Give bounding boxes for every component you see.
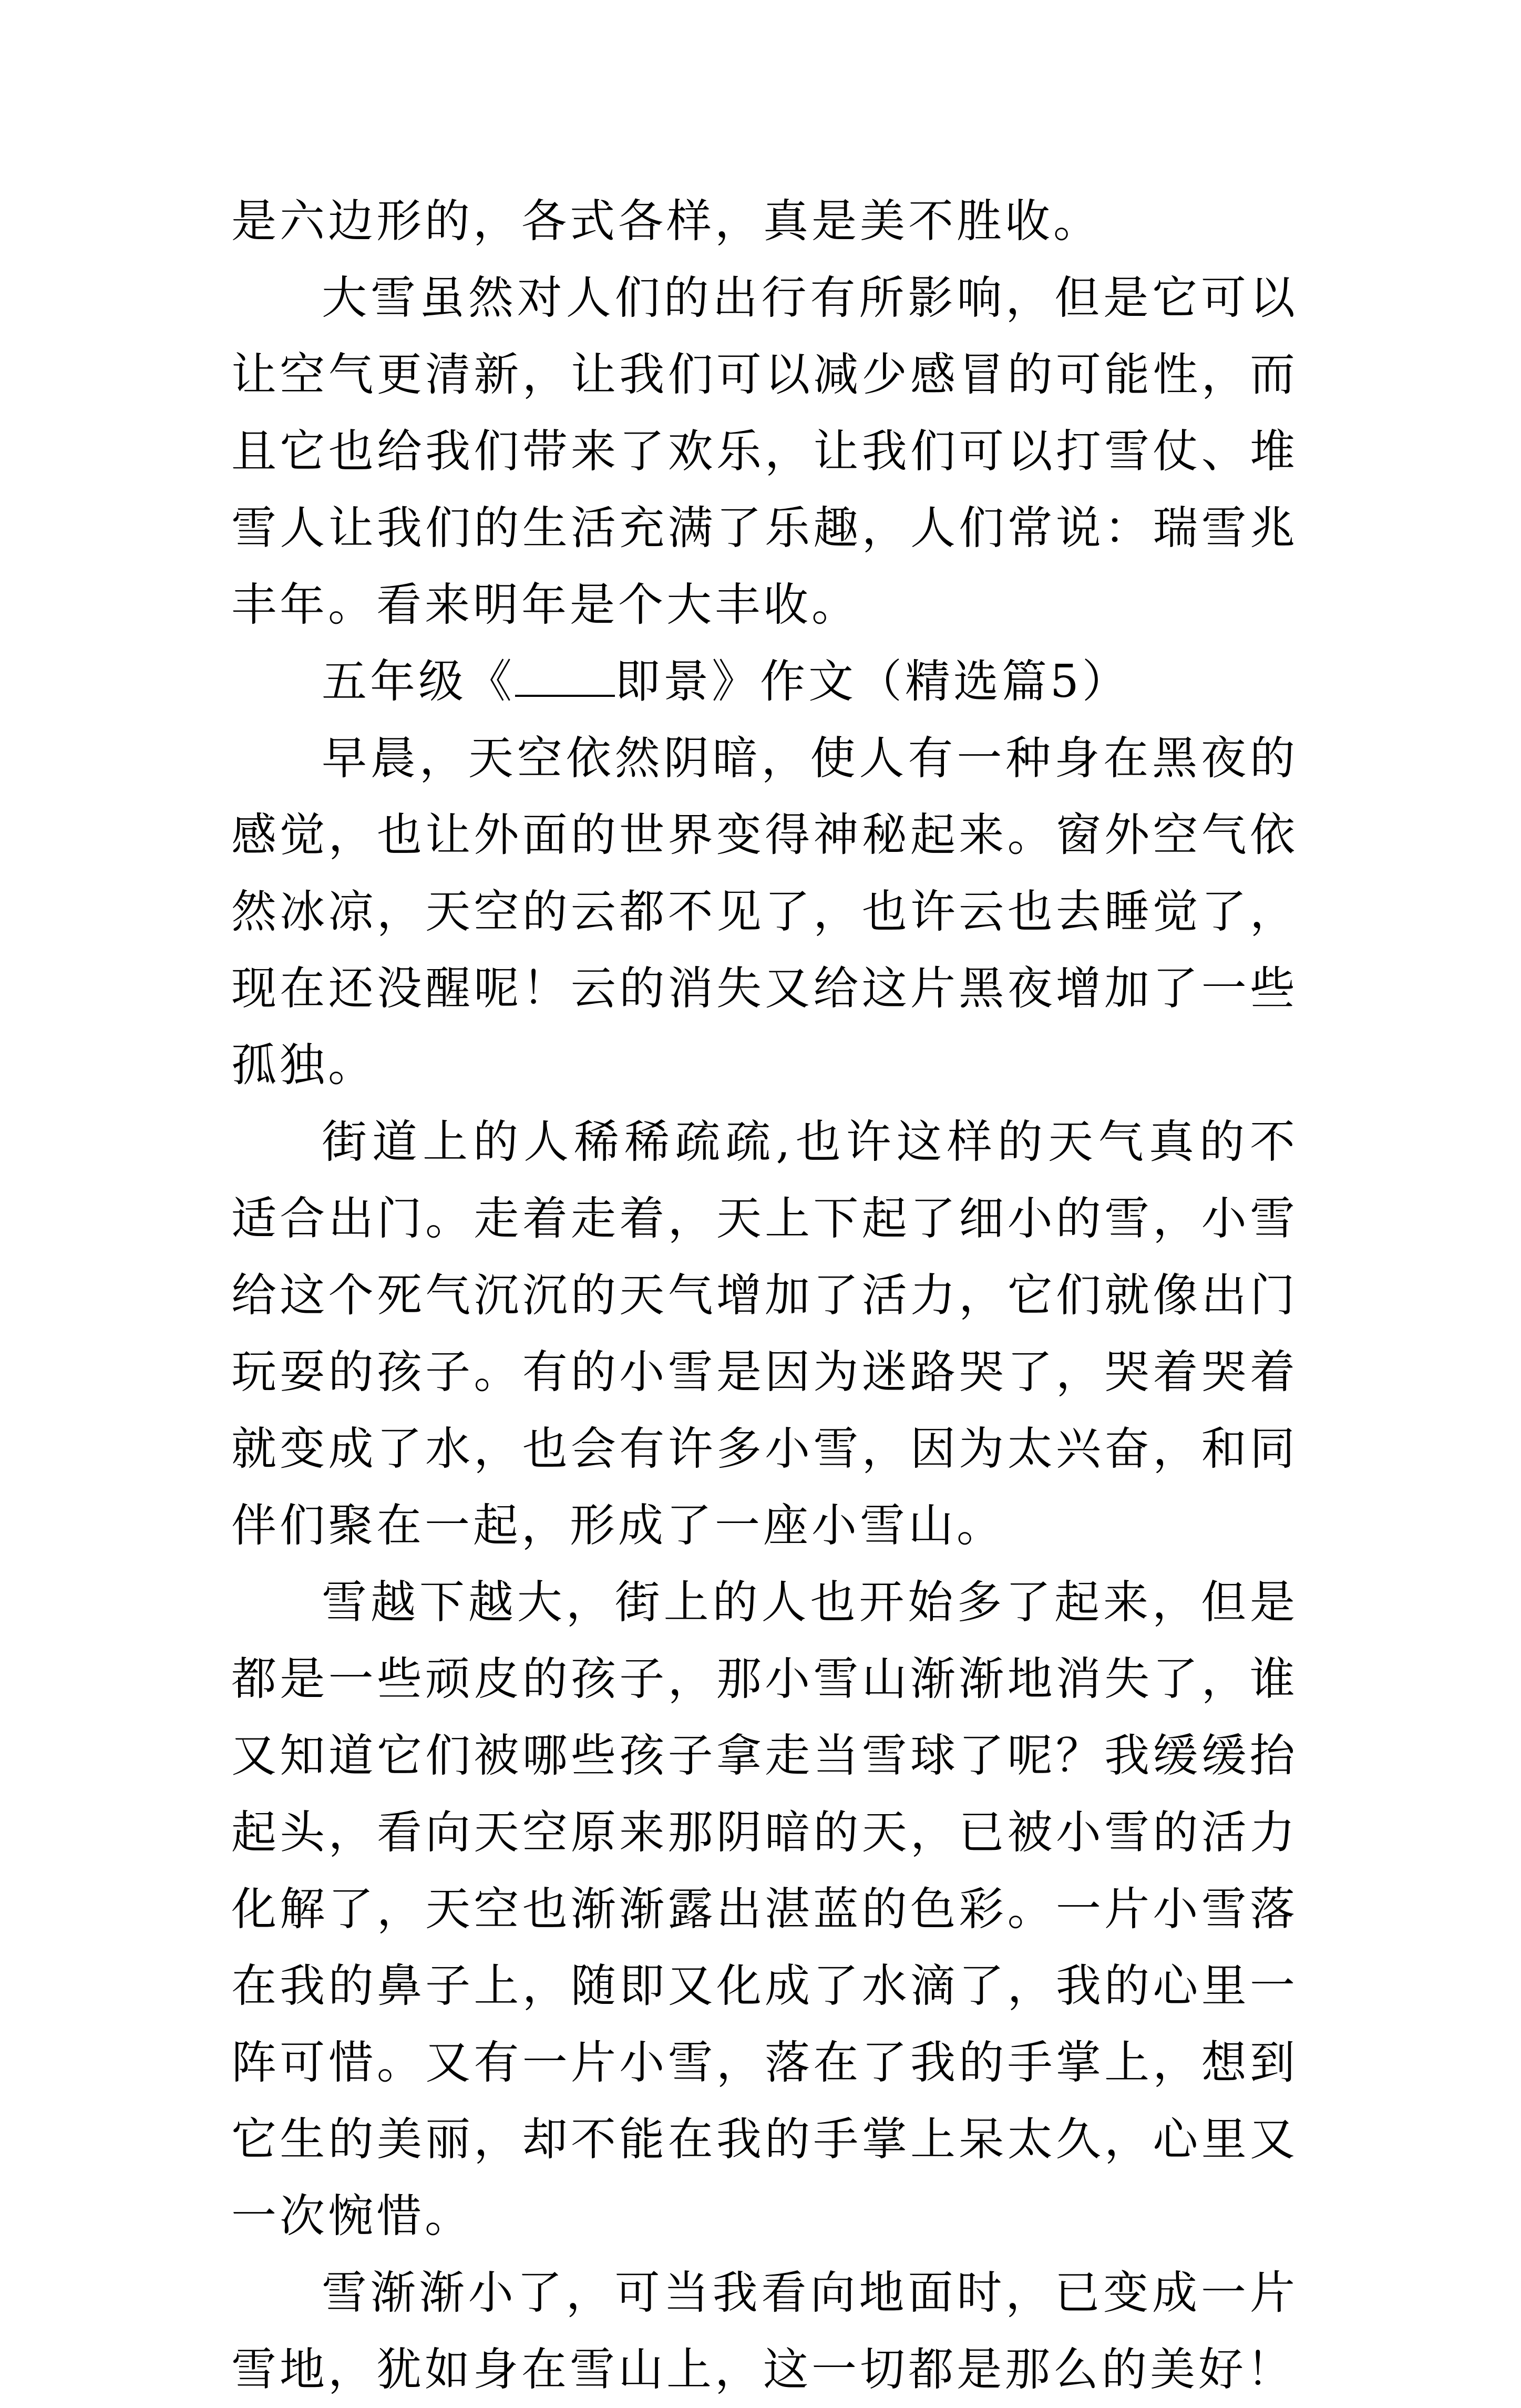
heading-blank-line	[515, 658, 615, 697]
paragraph-ending: 雪渐渐小了，可当我看向地面时，已变成一片雪地，犹如身在雪山上，这一切都是那么的美好！	[231, 2267, 1298, 2396]
paragraph-heavy-snow: 雪越下越大，街上的人也开始多了起来，但是都是一些顽皮的孩子，那小雪山渐渐地消失了，谁又知道它们被哪些孩子拿走当雪球了呢？我缓缓抬起头，看向天空原来那阴暗的天，已被小雪的活力化解了，天空也渐渐露出湛蓝的色彩。一片小雪落在我的鼻子上，随即又化成了水滴了，我的心里一阵可惜。又有一片小雪，落在了我的手掌上，想到它生的美丽，却不能在我的手掌上呆太久，心里又一次惋惜。	[231, 1576, 1298, 2242]
paragraph-morning: 早晨，天空依然阴暗，使人有一种身在黑夜的感觉，也让外面的世界变得神秘起来。窗外空气依然冰凉，天空的云都不见了，也许云也去睡觉了，现在还没醒呢！云的消失又给这片黑夜增加了一些孤独。	[231, 732, 1298, 1092]
document-body	[231, 183, 1298, 2408]
heading-suffix: 即景》作文（精选篇5）	[615, 655, 1131, 708]
essay-heading	[231, 643, 1298, 720]
paragraph-continued: 是六边形的，各式各样，真是美不胜收。	[231, 195, 1102, 248]
paragraph-snow-impact: 大雪虽然对人们的出行有所影响，但是它可以让空气更清新，让我们可以减少感冒的可能性，而且它也给我们带来了欢乐，让我们可以打雪仗、堆雪人让我们的生活充满了乐趣，人们常说：瑞雪兆丰年。看来明年是个大丰收。	[231, 272, 1298, 631]
heading-prefix: 五年级《	[322, 655, 515, 708]
paragraph-street: 街道上的人稀稀疏疏,也许这样的天气真的不适合出门。走着走着，天上下起了细小的雪，小雪给这个死气沉沉的天气增加了活力，它们就像出门玩耍的孩子。有的小雪是因为迷路哭了，哭着哭着就变成了水，也会有许多小雪，因为太兴奋，和同伴们聚在一起，形成了一座小雪山。	[231, 1116, 1298, 1552]
